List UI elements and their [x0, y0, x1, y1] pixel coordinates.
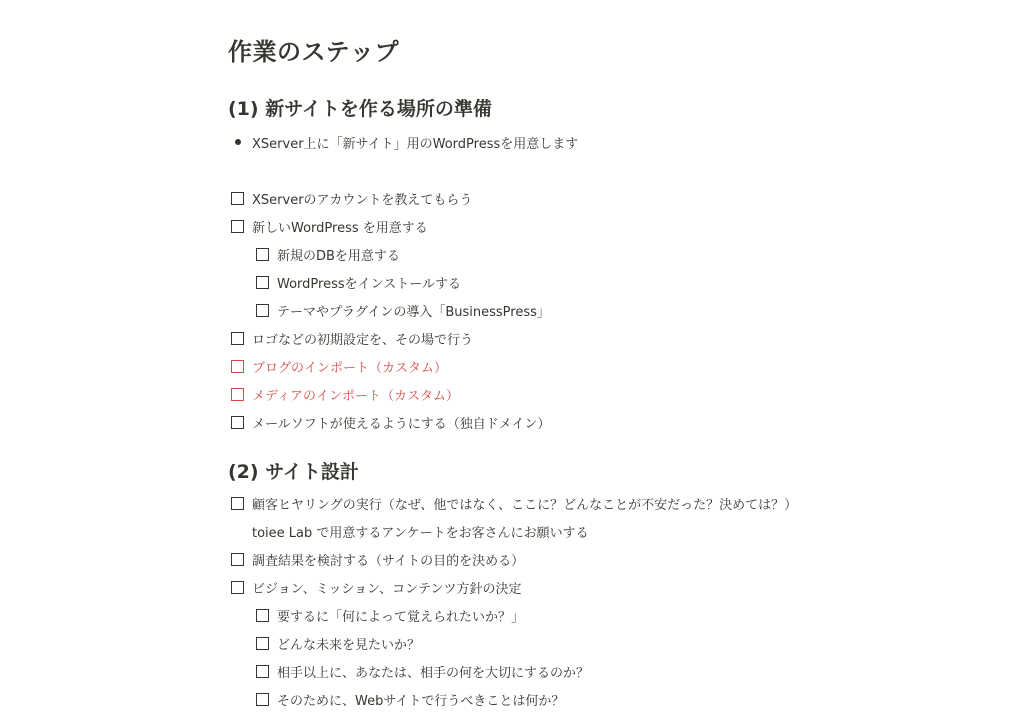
todo-item-nested[interactable] — [256, 659, 589, 683]
checkbox[interactable] — [256, 248, 269, 261]
section1-heading: (1) 新サイトを作る場所の準備 — [228, 98, 492, 120]
bullet-text: XServer上に「新サイト」用のWordPressを用意します — [252, 136, 579, 152]
checkbox[interactable] — [231, 553, 244, 566]
todo-text: そのために、Webサイトで行うべきことは何か？ — [277, 693, 565, 709]
todo-item[interactable] — [231, 186, 472, 210]
checkbox[interactable] — [256, 693, 269, 706]
checkbox[interactable] — [256, 609, 269, 622]
todo-text: ビジョン、ミッション、コンテンツ方針の決定 — [252, 581, 522, 597]
todo-item[interactable] — [231, 326, 473, 350]
bullet-dot-icon — [235, 139, 241, 145]
todo-text: 要するに「何によって覚えられたいか？」 — [277, 609, 525, 625]
todo-text: どんな未来を見たいか？ — [277, 637, 421, 653]
todo-text: 新しいWordPress を用意する — [252, 220, 428, 236]
checkbox[interactable] — [231, 360, 244, 373]
checkbox[interactable] — [256, 665, 269, 678]
todo-item-nested[interactable] — [256, 298, 550, 322]
todo-item[interactable] — [231, 410, 550, 434]
todo-item-red[interactable] — [231, 382, 459, 406]
checkbox[interactable] — [231, 581, 244, 594]
todo-item-red[interactable] — [231, 354, 447, 378]
todo-text: 相手以上に、あなたは、相手の何を大切にするのか？ — [277, 665, 590, 681]
checkbox[interactable] — [256, 304, 269, 317]
todo-text: XServerのアカウントを教えてもらう — [252, 192, 473, 208]
todo-item[interactable] — [231, 575, 522, 599]
checkbox[interactable] — [256, 637, 269, 650]
todo-text: 顧客ヒヤリングの実行（なぜ、他ではなく、ここに？どんなことが不安だった？決めては？） — [252, 497, 798, 513]
todo-text: メールソフトが使えるようにする（独自ドメイン） — [252, 416, 551, 432]
checkbox[interactable] — [231, 332, 244, 345]
todo-item-nested[interactable] — [256, 603, 524, 627]
checkbox[interactable] — [231, 416, 244, 429]
todo-text: ブログのインポート（カスタム） — [252, 360, 448, 376]
todo-item-nested[interactable] — [256, 242, 400, 266]
todo-item[interactable] — [231, 491, 797, 515]
bullet-item — [228, 130, 578, 154]
todo-item-nested[interactable] — [256, 687, 564, 711]
todo-item[interactable] — [231, 547, 524, 571]
todo-item-nested[interactable] — [256, 631, 420, 655]
checkbox[interactable] — [231, 192, 244, 205]
todo-text: テーマやプラグインの導入「BusinessPress」 — [277, 304, 550, 320]
todo-text: WordPressをインストールする — [277, 276, 461, 292]
todo-text: メディアのインポート（カスタム） — [252, 388, 459, 404]
todo-text: 調査結果を検討する（サイトの目的を決める） — [252, 553, 525, 569]
page-title: 作業のステップ — [228, 38, 400, 66]
checkbox[interactable] — [231, 388, 244, 401]
todo-text: ロゴなどの初期設定を、その場で行う — [252, 332, 474, 348]
section2-heading: (2) サイト設計 — [228, 461, 359, 483]
todo-item[interactable] — [231, 214, 428, 238]
text-block: toiee Lab で用意するアンケートをお客さんにお願いする — [252, 525, 589, 541]
todo-text: 新規のDBを用意する — [277, 248, 400, 264]
checkbox[interactable] — [256, 276, 269, 289]
todo-item-nested[interactable] — [256, 270, 461, 294]
checkbox[interactable] — [231, 497, 244, 510]
checkbox[interactable] — [231, 220, 244, 233]
